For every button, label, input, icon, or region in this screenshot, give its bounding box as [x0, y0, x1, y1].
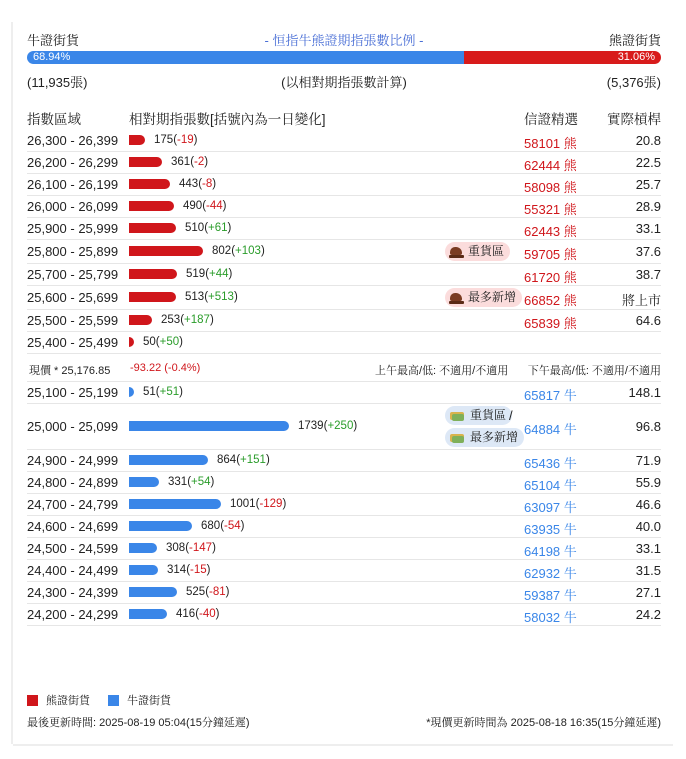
bear-icon — [449, 246, 464, 258]
recommended-warrant-link[interactable]: 62444 熊 — [524, 158, 577, 173]
bull-bar — [129, 543, 157, 553]
table-row — [27, 538, 661, 560]
count-value: 416 — [176, 608, 196, 620]
contract-count — [212, 245, 265, 257]
bull-bar — [129, 477, 159, 487]
table-row — [27, 310, 661, 332]
range-label: 24,300 - 24,399 — [27, 585, 119, 600]
leverage-value: 37.6 — [635, 244, 661, 259]
range-label: 24,700 - 24,799 — [27, 497, 119, 512]
paren-open: ( — [173, 134, 178, 146]
header-leverage: 實際槓桿 — [607, 112, 661, 127]
paren-open: ( — [187, 476, 192, 488]
bull-bar — [129, 387, 134, 397]
paren-open: ( — [204, 291, 209, 303]
count-change: -54 — [224, 520, 241, 532]
bear-bar — [129, 223, 176, 233]
header-range: 指數區域 — [27, 112, 81, 127]
paren-open: ( — [204, 222, 209, 234]
bull-bar — [129, 565, 158, 575]
legend — [27, 692, 189, 708]
count-value: 490 — [183, 200, 203, 212]
count-value: 443 — [179, 178, 199, 190]
count-value: 510 — [185, 222, 205, 234]
bull-bar — [129, 587, 177, 597]
contract-count — [161, 314, 214, 326]
count-change: +51 — [159, 386, 180, 398]
count-value: 361 — [171, 156, 191, 168]
paren-open: ( — [220, 520, 225, 532]
ratio-footer — [27, 72, 661, 90]
count-value: 1001 — [230, 498, 256, 510]
header-contracts: 相對期指張數[括號內為一日變化] — [129, 112, 326, 127]
table-row — [27, 240, 661, 264]
money-icon — [449, 432, 466, 444]
recommended-warrant-link[interactable]: 65104 牛 — [524, 478, 577, 493]
paren-open: ( — [205, 586, 210, 598]
contract-count — [179, 178, 216, 190]
count-value: 519 — [186, 268, 206, 280]
paren-close: ) — [233, 291, 238, 303]
bull-bar — [129, 421, 289, 431]
range-label: 26,300 - 26,399 — [27, 133, 119, 148]
leverage-value: 22.5 — [635, 155, 661, 170]
recommended-warrant-link[interactable]: 65817 牛 — [524, 388, 577, 403]
count-change: -81 — [209, 586, 226, 598]
heavy-zone-badge — [445, 242, 510, 261]
leverage-value: 71.9 — [635, 453, 661, 468]
bull-street-label: 牛證街貨 — [27, 33, 80, 48]
count-value: 864 — [217, 454, 237, 466]
contract-count — [143, 336, 183, 348]
count-value: 314 — [167, 564, 187, 576]
count-change: +44 — [209, 268, 229, 280]
morning-high-low: 上午最高/低: 不適用/不適用 — [375, 365, 509, 377]
count-change: +50 — [159, 336, 180, 348]
recommended-warrant-link[interactable]: 58101 熊 — [524, 136, 577, 151]
count-change: -19 — [177, 134, 194, 146]
table-row — [27, 218, 661, 240]
table-row — [27, 516, 661, 538]
header-ref: 信證精選 — [524, 112, 578, 127]
recommended-warrant-link[interactable]: 65436 牛 — [524, 456, 577, 471]
table-row — [27, 382, 661, 404]
range-label: 25,500 - 25,599 — [27, 313, 119, 328]
count-change: +187 — [184, 314, 210, 326]
count-value: 1739 — [298, 420, 324, 432]
leverage-value: 55.9 — [635, 475, 661, 490]
table-row — [27, 472, 661, 494]
bear-bar — [129, 246, 203, 256]
paren-close: ) — [204, 156, 209, 168]
ratio-bar — [27, 51, 661, 64]
leverage-value: 96.8 — [635, 419, 661, 434]
paren-open: ( — [231, 245, 236, 257]
paren-close: ) — [282, 498, 287, 510]
leverage-value: 將上市 — [621, 293, 661, 308]
bear-bar — [129, 315, 152, 325]
bear-count: (5,376張) — [606, 75, 661, 90]
table-row — [27, 130, 661, 152]
current-price: 現價 * 25,176.85 — [29, 365, 111, 377]
paren-open: ( — [202, 200, 207, 212]
leverage-value: 64.6 — [635, 313, 661, 328]
bear-bar — [129, 269, 177, 279]
count-value: 331 — [168, 476, 188, 488]
bear-icon — [449, 292, 464, 304]
range-label: 25,100 - 25,199 — [27, 385, 119, 400]
count-change: -129 — [259, 498, 283, 510]
table-row — [27, 494, 661, 516]
bull-bar — [129, 521, 192, 531]
paren-open: ( — [190, 156, 195, 168]
recommended-warrant-link[interactable]: 61720 熊 — [524, 270, 577, 285]
leverage-value: 25.7 — [635, 177, 661, 192]
count-value: 308 — [166, 542, 186, 554]
paren-close: ) — [227, 222, 232, 234]
paren-open: ( — [236, 454, 241, 466]
paren-open: ( — [155, 386, 160, 398]
contract-count — [166, 542, 216, 554]
range-label: 25,800 - 25,899 — [27, 244, 119, 259]
paren-close: ) — [210, 476, 215, 488]
legend-bear-swatch — [27, 695, 38, 706]
table-row — [27, 404, 661, 450]
contract-count — [201, 520, 245, 532]
range-label: 25,700 - 25,799 — [27, 267, 119, 282]
table-row — [27, 286, 661, 310]
heavy-zone-badge — [445, 406, 512, 425]
leverage-value: 27.1 — [635, 585, 661, 600]
paren-close: ) — [212, 178, 217, 190]
range-label: 24,500 - 24,599 — [27, 541, 119, 556]
leverage-value: 28.9 — [635, 199, 661, 214]
legend-bull-swatch — [108, 695, 119, 706]
contract-count — [171, 156, 208, 168]
paren-close: ) — [179, 336, 183, 348]
price-update: *現價更新時間為 2025-08-18 16:35(15分鐘延遲) — [426, 717, 661, 729]
afternoon-high-low: 下午最高/低: 不適用/不適用 — [527, 365, 661, 377]
range-label: 25,400 - 25,499 — [27, 335, 119, 350]
range-label: 26,100 - 26,199 — [27, 177, 119, 192]
range-label: 24,400 - 24,499 — [27, 563, 119, 578]
bear-street-label: 熊證街貨 — [608, 33, 661, 48]
contract-count — [186, 586, 230, 598]
range-label: 25,900 - 25,999 — [27, 221, 119, 236]
table-row — [27, 582, 661, 604]
bull-bar — [129, 609, 167, 619]
badge-label: 重貨區 — [470, 408, 507, 422]
count-change: +151 — [240, 454, 266, 466]
bull-rows — [27, 382, 661, 626]
paren-open: ( — [186, 564, 191, 576]
count-value: 50 — [143, 336, 156, 348]
bear-bar — [129, 135, 145, 145]
paren-close: ) — [260, 245, 265, 257]
recommended-warrant-link[interactable]: 62443 熊 — [524, 224, 577, 239]
bear-ratio-segment: 31.06% — [464, 51, 661, 64]
table-row — [27, 604, 661, 626]
paren-close: ) — [215, 608, 220, 620]
bear-bar — [129, 292, 176, 302]
price-change: -93.22 (-0.4%) — [130, 362, 201, 374]
paren-close: ) — [209, 314, 214, 326]
paren-close: ) — [193, 134, 198, 146]
range-label: 26,200 - 26,299 — [27, 155, 119, 170]
contract-count — [230, 498, 286, 510]
legend-bear-label: 熊證街貨 — [46, 695, 90, 707]
cbbc-panel — [13, 22, 673, 744]
range-label: 24,800 - 24,899 — [27, 475, 119, 490]
contract-count — [176, 608, 220, 620]
recommended-warrant-link[interactable]: 59705 熊 — [524, 247, 577, 262]
contract-count — [168, 476, 214, 488]
contract-count — [185, 222, 231, 234]
leverage-value: 31.5 — [635, 563, 661, 578]
bear-rows — [27, 130, 661, 354]
count-value: 525 — [186, 586, 206, 598]
recommended-warrant-link[interactable]: 65839 熊 — [524, 316, 577, 331]
paren-open: ( — [185, 542, 190, 554]
paren-open: ( — [155, 336, 160, 348]
count-value: 175 — [154, 134, 174, 146]
heavy-zone-badge — [445, 288, 522, 307]
bear-bar — [129, 337, 134, 347]
bull-ratio-segment: 68.94% — [27, 51, 464, 64]
recommended-warrant-link[interactable]: 63935 牛 — [524, 522, 577, 537]
paren-open: ( — [195, 608, 200, 620]
leverage-value: 20.8 — [635, 133, 661, 148]
recommended-warrant-link[interactable]: 55321 熊 — [524, 202, 577, 217]
range-label: 25,600 - 25,699 — [27, 290, 119, 305]
badge-label: 最多新增 — [470, 430, 519, 444]
leverage-value: 38.7 — [635, 267, 661, 282]
paren-open: ( — [323, 420, 328, 432]
table-row — [27, 152, 661, 174]
contract-count — [183, 200, 227, 212]
recommended-warrant-link[interactable]: 58032 牛 — [524, 610, 577, 625]
paren-open: ( — [198, 178, 203, 190]
recommended-warrant-link[interactable]: 64198 牛 — [524, 544, 577, 559]
bear-bar — [129, 179, 170, 189]
paren-open: ( — [255, 498, 260, 510]
contract-count — [186, 268, 232, 280]
count-change: +513 — [208, 291, 234, 303]
range-label: 25,000 - 25,099 — [27, 419, 119, 434]
table-row — [27, 264, 661, 286]
count-change: -15 — [190, 564, 207, 576]
count-change: +250 — [327, 420, 354, 432]
table-row — [27, 560, 661, 582]
count-change: -2 — [194, 156, 205, 168]
leverage-value: 33.1 — [635, 541, 661, 556]
money-icon — [449, 410, 466, 422]
bull-bar — [129, 499, 221, 509]
paren-close: ) — [212, 542, 216, 554]
cbbc-table — [27, 106, 661, 626]
count-change: -147 — [189, 542, 213, 554]
range-label: 26,000 - 26,099 — [27, 199, 119, 214]
leverage-value: 33.1 — [635, 221, 661, 236]
range-label: 24,600 - 24,699 — [27, 519, 119, 534]
count-change: -40 — [199, 608, 216, 620]
table-row — [27, 174, 661, 196]
count-change: -44 — [206, 200, 223, 212]
current-price-row — [27, 354, 661, 382]
count-change: +61 — [208, 222, 228, 234]
count-change: +103 — [235, 245, 261, 257]
count-change: +54 — [191, 476, 211, 488]
paren-close: ) — [222, 200, 227, 212]
legend-bull-label: 牛證街貨 — [127, 695, 171, 707]
count-change: -8 — [202, 178, 213, 190]
paren-close: ) — [353, 420, 358, 432]
bear-bar — [129, 201, 174, 211]
contract-count — [167, 564, 211, 576]
contract-count — [154, 134, 198, 146]
table-row — [27, 196, 661, 218]
paren-close: ) — [240, 520, 245, 532]
ratio-title: - 恒指牛熊證期指張數比例 - — [264, 33, 424, 48]
leverage-value: 40.0 — [635, 519, 661, 534]
table-header — [27, 106, 661, 130]
most-added-badge — [445, 428, 524, 447]
legend-bear — [27, 692, 90, 708]
ratio-note: (以相對期指張數計算) — [281, 75, 407, 90]
leverage-value: 46.6 — [635, 497, 661, 512]
count-value: 513 — [185, 291, 205, 303]
bear-bar — [129, 157, 162, 167]
bull-bar — [129, 455, 208, 465]
badge-label: 最多新增 — [468, 290, 517, 304]
badge-separator: / — [509, 408, 513, 423]
paren-open: ( — [180, 314, 185, 326]
bull-count: (11,935張) — [27, 75, 88, 90]
recommended-warrant-link[interactable]: 59387 牛 — [524, 588, 577, 603]
recommended-warrant-link[interactable]: 58098 熊 — [524, 180, 577, 195]
contract-count — [185, 291, 238, 303]
count-value: 253 — [161, 314, 181, 326]
range-label: 24,900 - 24,999 — [27, 453, 119, 468]
last-update: 最後更新時間: 2025-08-19 05:04(15分鐘延遲) — [27, 717, 250, 729]
paren-open: ( — [205, 268, 210, 280]
paren-close: ) — [206, 564, 211, 576]
ratio-header — [27, 30, 661, 48]
contract-count — [217, 454, 270, 466]
recommended-warrant-link[interactable]: 63097 牛 — [524, 500, 577, 515]
badge-label: 重貨區 — [468, 244, 505, 258]
paren-close: ) — [265, 454, 270, 466]
count-value: 680 — [201, 520, 221, 532]
leverage-value: 24.2 — [635, 607, 661, 622]
legend-bull — [108, 692, 171, 708]
paren-close: ) — [228, 268, 233, 280]
paren-close: ) — [225, 586, 230, 598]
contract-count — [143, 386, 183, 398]
recommended-warrant-link[interactable]: 64884 牛 — [524, 422, 577, 437]
recommended-warrant-link[interactable]: 66852 熊 — [524, 293, 577, 308]
range-label: 24,200 - 24,299 — [27, 607, 119, 622]
table-row — [27, 450, 661, 472]
paren-close: ) — [179, 386, 183, 398]
table-row — [27, 332, 661, 354]
recommended-warrant-link[interactable]: 62932 牛 — [524, 566, 577, 581]
count-value: 802 — [212, 245, 232, 257]
count-value: 51 — [143, 386, 156, 398]
leverage-value: 148.1 — [628, 385, 661, 400]
contract-count — [298, 420, 357, 432]
